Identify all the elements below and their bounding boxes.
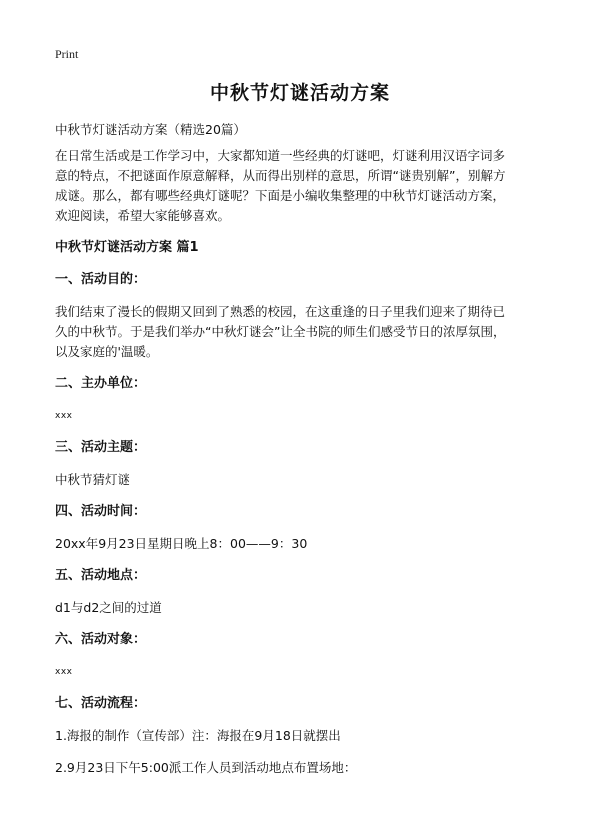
theme-value: 中秋节猜灯谜 [55,472,131,487]
organizer-value: xxx [55,411,73,421]
section-heading-time: 四、活动时间： [55,504,147,519]
section-heading-purpose: 一、活动目的： [55,272,147,287]
article-heading: 中秋节灯谜活动方案 篇1 [55,240,199,255]
intro-line: 在日常生活或是工作学习中，大家都知道一些经典的灯谜吧，灯谜利用汉语字词多 [55,148,506,163]
purpose-line: 久的中秋节。于是我们举办“中秋灯谜会”让全书院的师生们感受节日的浓厚氛围， [55,324,506,339]
section-heading-theme: 三、活动主题： [55,440,147,455]
intro-line: 成谜。那么，都有哪些经典灯谜呢？下面是小编收集整理的中秋节灯谜活动方案， [55,188,506,203]
purpose-line: 我们结束了漫长的假期又回到了熟悉的校园，在这重逢的日子里我们迎来了期待已 [55,304,506,319]
page-title: 中秋节灯谜活动方案 [209,82,390,104]
time-value: 20xx年9月23日星期日晚上8：00——9：30 [55,536,308,551]
intro-paragraph [55,146,547,226]
section-heading-organizer: 二、主办单位： [55,376,147,391]
section-heading-process: 七、活动流程： [55,696,147,711]
location-value: d1与d2之间的过道 [55,600,162,615]
intro-line: 欢迎阅读，希望大家能够喜欢。 [55,208,231,223]
process-step: 2.9月23日下午5:00派工作人员到活动地点布置场地： [55,760,357,775]
purpose-line: 以及家庭的'温暖。 [55,344,159,359]
purpose-paragraph [55,302,547,362]
document-body [55,120,547,778]
section-heading-audience: 六、活动对象： [55,632,147,647]
section-heading-location: 五、活动地点： [55,568,147,583]
intro-line: 意的特点，不把谜面作原意解释，从而得出别样的意思，所谓“谜贵别解”，别解方 [55,168,506,183]
process-step: 1.海报的制作（宣传部）注：海报在9月18日就摆出 [55,728,341,743]
print-link[interactable]: Print [55,47,79,61]
document-subtitle: 中秋节灯谜活动方案（精选20篇） [55,122,246,137]
audience-value: xxx [55,667,73,677]
